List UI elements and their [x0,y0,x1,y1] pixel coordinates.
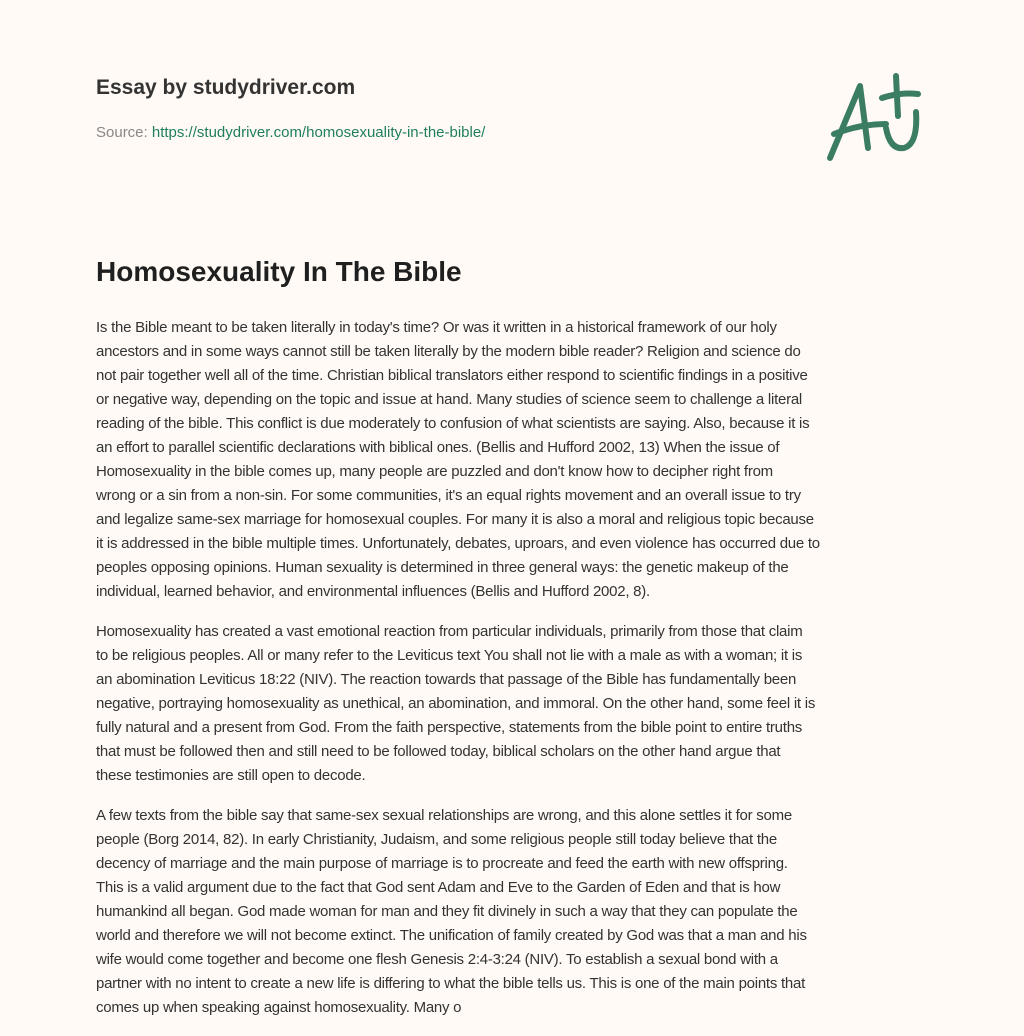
paragraph-line: not pair together well all of the time. Christian biblical translators either respond to scientific findings in a positive [96,367,808,384]
source-link[interactable]: https://studydriver.com/homosexuality-in-the-bible/ [151,124,486,141]
paragraph-line: Is the Bible meant to be taken literally in today's time? Or was it written in a historical framework of our holy [96,319,777,336]
paragraph-line: A few texts from the bible say that same-sex sexual relationships are wrong, and this alone settles it for some [96,807,792,824]
paragraph-line: comes up when speaking against homosexuality. Many o [96,999,462,1016]
paragraph-line: or negative way, depending on the topic and issue at hand. Many studies of science seem to challenge a literal [96,391,803,408]
paragraph-line: Homosexuality in the bible comes up, many people are puzzled and don't know how to decipher right from [96,463,773,480]
paragraph-line: these testimonies are still open to decode. [96,767,366,784]
paragraph-line: reading of the bible. This conflict is due moderately to confusion of what scientists are saying. Also, because it is [96,415,810,432]
paragraph-line: fully natural and a present from God. From the faith perspective, statements from the bible point to entire truths [96,719,803,736]
source-line [96,124,485,141]
paragraph-line: ancestors and in some ways cannot still be taken literally by the modern bible reader? Religion and science do [96,343,801,360]
paragraph-line: to be religious peoples. All or many refer to the Leviticus text You shall not lie with a male as with a woman; it is [96,647,803,664]
paragraph-line: Homosexuality has created a vast emotional reaction from particular individuals, primarily from those that claim [96,623,803,640]
article-paragraph [96,804,936,1020]
paragraph-line: it is addressed in the bible multiple times. Unfortunately, debates, uproars, and even violence has occurred due to [96,535,820,552]
article-paragraph [96,620,936,788]
paragraph-line: and legalize same-sex marriage for homosexual couples. For many it is also a moral and religious topic because [96,511,814,528]
paragraph-line: an abomination Leviticus 18:22 (NIV). The reaction towards that passage of the Bible has fundamentally been [96,671,797,688]
paragraph-line: people (Borg 2014, 82). In early Christianity, Judaism, and some religious people still today believe that the [96,831,777,848]
paragraph-line: decency of marriage and the main purpose of marriage is to procreate and feed the earth with new offspring. [96,855,788,872]
paragraph-line: humankind all began. God made woman for man and they fit divinely in such a way that they can populate the [96,903,798,920]
paragraph-line: partner with no intent to create a new life is differing to what the bible tells us. This is one of the main points that [96,975,806,992]
paragraph-line: negative, portraying homosexuality as unethical, an abomination, and immoral. On the other hand, some feel it is [96,695,816,712]
paragraph-line: This is a valid argument due to the fact that God sent Adam and Eve to the Garden of Eden and that is how [96,879,781,896]
paragraph-line: an effort to parallel scientific declarations with biblical ones. (Bellis and Hufford 2002, 13) When the issue of [96,439,780,456]
paragraph-line: wife would come together and become one flesh Genesis 2:4-3:24 (NIV). To establish a sexual bond with a [96,951,778,968]
a-plus-logo-icon [820,68,930,168]
article-title: Homosexuality In The Bible [96,256,462,287]
paragraph-line: that must be followed then and still need to be followed today, biblical scholars on the other hand argue that [96,743,781,760]
paragraph-line: individual, learned behavior, and environmental influences (Bellis and Hufford 2002, 8). [96,583,650,600]
paragraph-line: world and therefore we will not become extinct. The unification of family created by God was that a man and his [96,927,807,944]
article-body [96,316,936,1036]
article-paragraph [96,316,936,604]
site-brand: Essay by studydriver.com [96,76,356,99]
paragraph-line: peoples opposing opinions. Human sexuality is determined in three general ways: the genetic makeup of the [96,559,789,576]
paragraph-line: wrong or a sin from a non-sin. For some communities, it's an equal rights movement and an overall issue to try [96,487,801,504]
source-label: Source: [96,124,148,141]
